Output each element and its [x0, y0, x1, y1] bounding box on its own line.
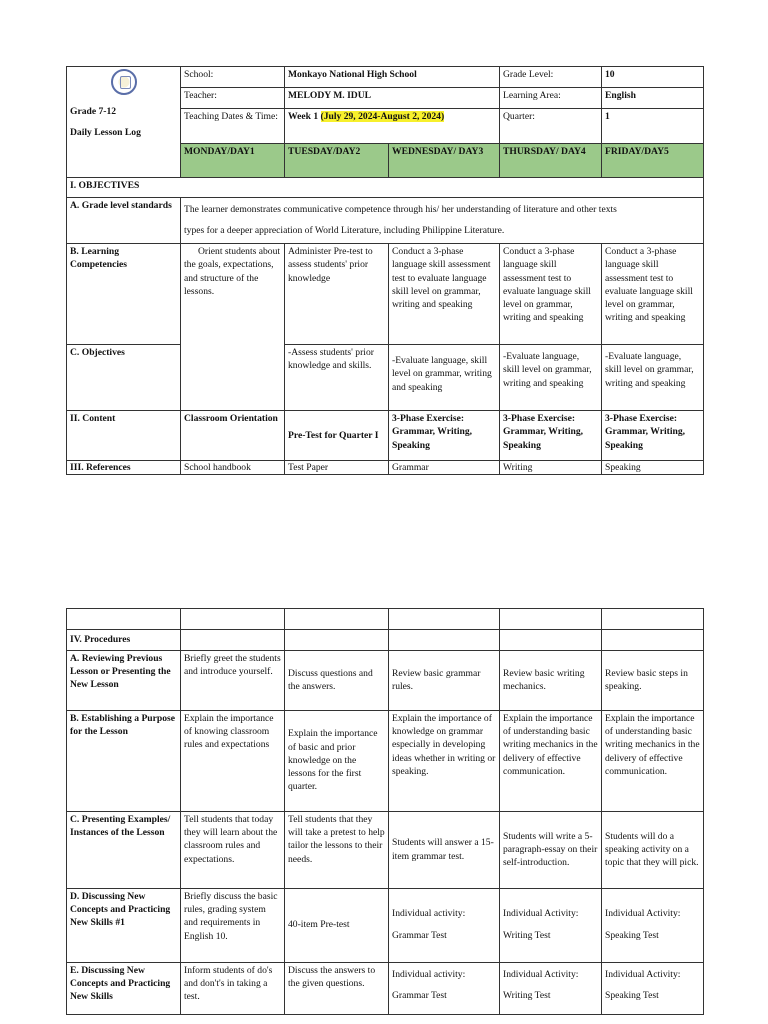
lesson-log-header-table: [66, 66, 704, 475]
procedure-c-thursday: Students will write a 5-paragraph-essay on their self-introduction.: [500, 812, 602, 889]
grade-range: Grade 7-12: [70, 106, 117, 117]
day-header-monday: MONDAY/DAY1: [181, 144, 285, 178]
empty-cell: [285, 609, 389, 630]
objectives-heading: I. OBJECTIVES: [67, 178, 704, 198]
teacher-value: MELODY M. IDUL: [285, 88, 500, 109]
reference-wednesday: Grammar: [389, 461, 500, 475]
procedure-b-friday: Explain the importance of understanding basic writing mechanics in the delivery of effective communication.: [602, 711, 704, 812]
quarter-label: Quarter:: [500, 109, 602, 144]
procedure-a-friday: Review basic steps in speaking.: [602, 651, 704, 711]
procedure-d-wednesday: [389, 889, 500, 963]
grade-standards-text: [181, 198, 704, 244]
grade-level-value: 10: [602, 67, 704, 88]
procedure-e-thursday: [500, 963, 602, 1015]
date-range-highlight: (July 29, 2024-August 2, 2024): [320, 111, 445, 122]
activity-name: Speaking Test: [605, 930, 659, 941]
empty-cell: [500, 609, 602, 630]
activity-type: Individual Activity:: [605, 907, 681, 919]
activity-name: Speaking Test: [605, 990, 659, 1002]
activity-name: Writing Test: [503, 930, 551, 941]
content-wednesday: 3-Phase Exercise: Grammar, Writing, Speaking: [389, 411, 500, 461]
activity-type: Individual Activity:: [605, 969, 681, 980]
content-friday: 3-Phase Exercise: Grammar, Writing, Speaking: [602, 411, 704, 461]
empty-cell: [602, 609, 704, 630]
competency-wednesday: Conduct a 3-phase language skill assessment test to evaluate language skill level on grammar, writing and speaking: [389, 244, 500, 345]
activity-type: Individual Activity:: [503, 969, 579, 980]
competencies-label: B. Learning Competencies: [67, 244, 181, 345]
procedure-c-wednesday: Students will answer a 15-item grammar test.: [389, 812, 500, 889]
title-block: [67, 67, 181, 178]
procedure-c-label: C. Presenting Examples/ Instances of the Lesson: [67, 812, 181, 889]
teaching-dates-label: Teaching Dates & Time:: [181, 109, 285, 144]
week-label: Week 1: [288, 111, 321, 122]
procedure-a-label: A. Reviewing Previous Lesson or Presenting the New Lesson: [67, 651, 181, 711]
procedure-b-thursday: Explain the importance of understanding basic writing mechanics in the delivery of effective communication.: [500, 711, 602, 812]
day-header-friday: FRIDAY/DAY5: [602, 144, 704, 178]
procedure-a-wednesday: Review basic grammar rules.: [389, 651, 500, 711]
reference-thursday: Writing: [500, 461, 602, 475]
competency-friday: Conduct a 3-phase language skill assessment test to evaluate language skill level on grammar, writing and speaking: [602, 244, 704, 345]
empty-cell: [285, 630, 389, 651]
procedure-d-tuesday: 40-item Pre-test: [285, 889, 389, 963]
teacher-label: Teacher:: [181, 88, 285, 109]
procedure-b-monday: Explain the importance of knowing classroom rules and expectations: [181, 711, 285, 812]
reference-friday: Speaking: [602, 461, 704, 475]
procedure-b-label: B. Establishing a Purpose for the Lesson: [67, 711, 181, 812]
school-value: Monkayo National High School: [285, 67, 500, 88]
procedure-b-wednesday: Explain the importance of knowledge on grammar especially in developing ideas whether in writing or speaking.: [389, 711, 500, 812]
objective-thursday: -Evaluate language, skill level on grammar, writing and speaking: [500, 345, 602, 411]
procedure-a-tuesday: Discuss questions and the answers.: [285, 651, 389, 711]
procedure-d-friday: [602, 889, 704, 963]
school-label: School:: [181, 67, 285, 88]
activity-type: Individual Activity:: [503, 907, 579, 919]
procedure-c-monday: Tell students that today they will learn about the classroom rules and expectations.: [181, 812, 285, 889]
objective-friday: -Evaluate language, skill level on grammar, writing and speaking: [602, 345, 704, 411]
activity-type: Individual activity:: [392, 907, 466, 919]
content-thursday: 3-Phase Exercise: Grammar, Writing, Speaking: [500, 411, 602, 461]
empty-cell: [389, 609, 500, 630]
procedure-b-tuesday: Explain the importance of basic and prior knowledge on the lessons for the first quarter.: [285, 711, 389, 812]
procedure-e-friday: [602, 963, 704, 1015]
empty-cell: [67, 609, 181, 630]
competency-tuesday: Administer Pre-test to assess students' prior knowledge: [285, 244, 389, 345]
log-title: Daily Lesson Log: [70, 127, 141, 139]
empty-cell: [389, 630, 500, 651]
day-header-wednesday: WEDNESDAY/ DAY3: [389, 144, 500, 178]
empty-cell: [181, 630, 285, 651]
teaching-dates-value: [285, 109, 500, 144]
procedure-a-thursday: Review basic writing mechanics.: [500, 651, 602, 711]
procedure-e-wednesday: [389, 963, 500, 1015]
procedure-c-friday: Students will do a speaking activity on a topic that they will pick.: [602, 812, 704, 889]
objectives-label: C. Objectives: [67, 345, 181, 411]
quarter-value: 1: [602, 109, 704, 144]
content-monday: Classroom Orientation: [181, 411, 285, 461]
competency-monday: Orient students about the goals, expectations, and structure of the lessons.: [181, 244, 285, 411]
objective-tuesday: -Assess students' prior knowledge and skills.: [285, 345, 389, 411]
reference-monday: School handbook: [181, 461, 285, 475]
procedures-table: [66, 608, 704, 1015]
content-label: II. Content: [67, 411, 181, 461]
procedure-e-tuesday: Discuss the answers to the given questions.: [285, 963, 389, 1015]
objective-wednesday: -Evaluate language, skill level on grammar, writing and speaking: [389, 345, 500, 411]
empty-cell: [602, 630, 704, 651]
procedure-c-tuesday: Tell students that they will take a pretest to help tailor the lessons to their needs.: [285, 812, 389, 889]
activity-name: Grammar Test: [392, 930, 447, 941]
procedure-d-monday: Briefly discuss the basic rules, grading system and requirements in English 10.: [181, 889, 285, 963]
day-header-thursday: THURSDAY/ DAY4: [500, 144, 602, 178]
procedure-d-label: D. Discussing New Concepts and Practicing New Skills #1: [67, 889, 181, 963]
procedure-a-monday: Briefly greet the students and introduce yourself.: [181, 651, 285, 711]
learning-area-value: English: [602, 88, 704, 109]
empty-cell: [181, 609, 285, 630]
grade-standards-label: A. Grade level standards: [67, 198, 181, 244]
activity-type: Individual activity:: [392, 969, 466, 980]
grade-standards-line-1: The learner demonstrates communicative competence through his/ her understanding of literature and other texts: [184, 204, 617, 215]
references-label: III. References: [67, 461, 181, 475]
activity-name: Grammar Test: [392, 990, 447, 1002]
procedure-d-thursday: [500, 889, 602, 963]
competency-thursday: Conduct a 3-phase language skill assessment test to evaluate language skill level on grammar, writing and speaking: [500, 244, 602, 345]
grade-level-label: Grade Level:: [500, 67, 602, 88]
procedure-e-monday: Inform students of do's and don't's in taking a test.: [181, 963, 285, 1015]
deped-seal-icon: [111, 69, 137, 95]
day-header-tuesday: TUESDAY/DAY2: [285, 144, 389, 178]
procedure-e-label: E. Discussing New Concepts and Practicing New Skills: [67, 963, 181, 1015]
empty-cell: [500, 630, 602, 651]
activity-name: Writing Test: [503, 990, 551, 1002]
reference-tuesday: Test Paper: [285, 461, 389, 475]
learning-area-label: Learning Area:: [500, 88, 602, 109]
grade-standards-line-2: types for a deeper appreciation of World Literature, including Philippine Literature.: [184, 225, 505, 237]
content-tuesday: Pre-Test for Quarter I: [285, 411, 389, 461]
procedures-heading: IV. Procedures: [67, 630, 181, 651]
